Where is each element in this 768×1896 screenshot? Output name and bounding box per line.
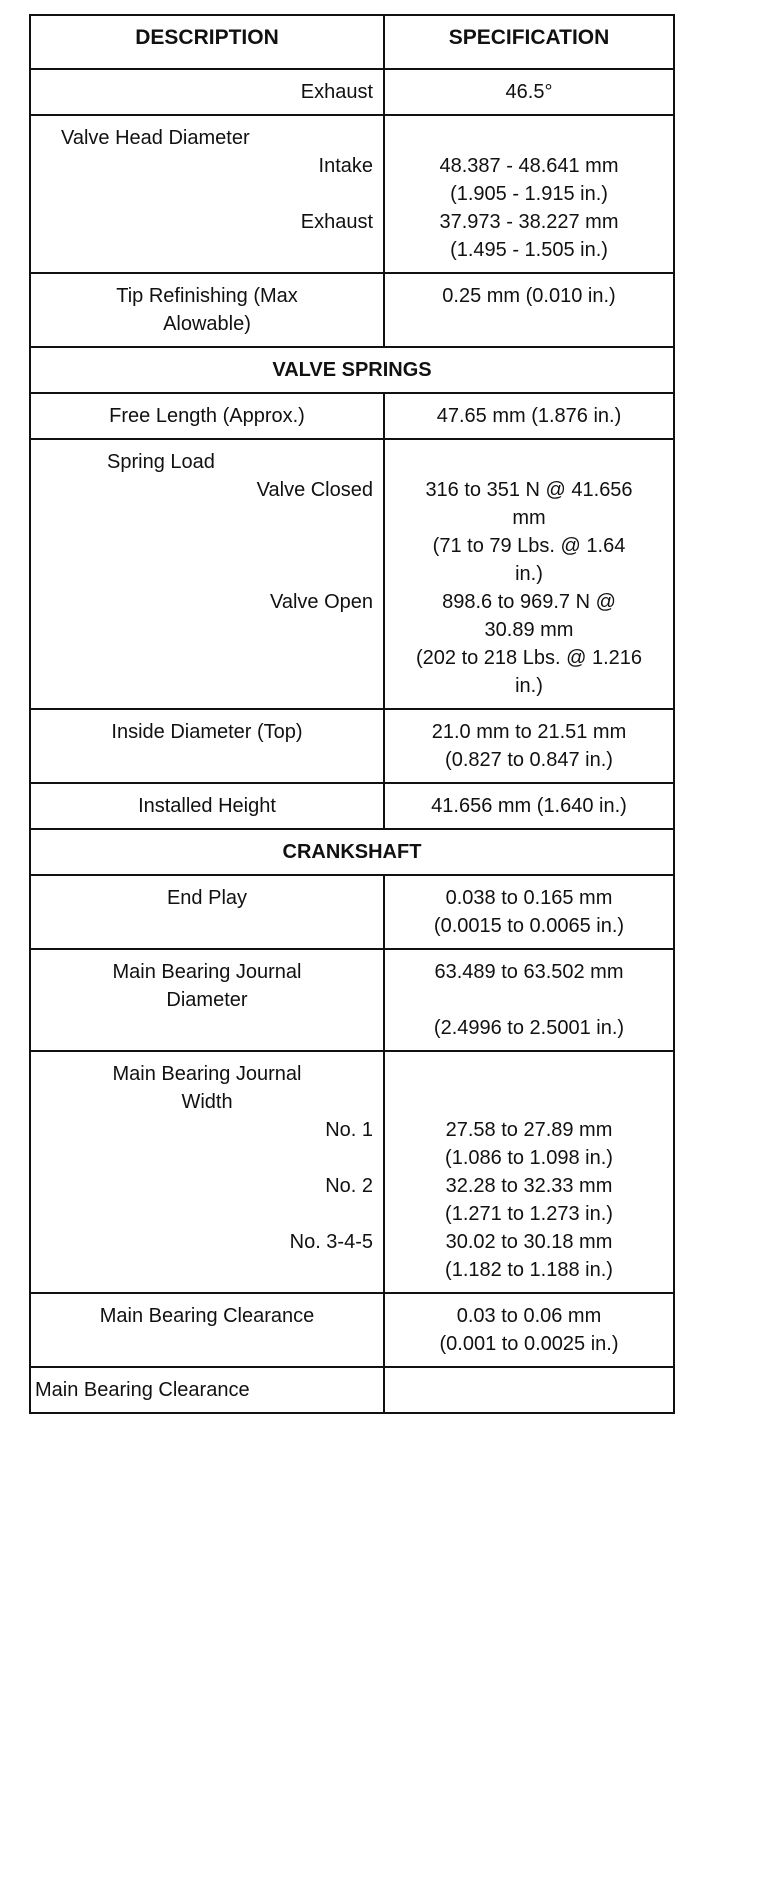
inside-diameter-in: (0.827 to 0.847 in.)	[445, 749, 613, 771]
specification-table	[29, 14, 675, 1414]
journal-diameter-label-line1: Main Bearing Journal	[112, 961, 302, 983]
free-length-value: 47.65 mm (1.876 in.)	[384, 393, 674, 439]
table-row	[30, 1367, 674, 1413]
table-row	[30, 69, 674, 115]
exhaust-angle-label: Exhaust	[30, 69, 384, 115]
valve-head-spec	[384, 115, 674, 273]
installed-height-label: Installed Height	[30, 783, 384, 829]
end-play-in: (0.0015 to 0.0065 in.)	[433, 915, 625, 937]
end-play-mm: 0.038 to 0.165 mm	[445, 887, 613, 909]
spring-load-description	[30, 439, 384, 709]
inside-diameter-spec	[384, 709, 674, 783]
journal-diameter-label	[30, 949, 384, 1051]
open-lb-line1: (202 to 218 Lbs. @ 1.216	[415, 647, 642, 669]
intake-label: Intake	[318, 155, 373, 177]
closed-n-line1: 316 to 351 N @ 41.656	[425, 479, 633, 501]
valve-closed-label: Valve Closed	[256, 479, 373, 501]
no2-label: No. 2	[325, 1175, 373, 1197]
open-n-line2: 30.89 mm	[484, 619, 574, 641]
closed-lb-line2: in.)	[515, 563, 543, 585]
spring-load-spec	[384, 439, 674, 709]
no345-in: (1.182 to 1.188 in.)	[445, 1259, 613, 1281]
valve-head-description	[30, 115, 384, 273]
journal-width-description	[30, 1051, 384, 1293]
exhaust-in: (1.495 - 1.505 in.)	[450, 239, 608, 261]
journal-width-label-line2: Width	[181, 1091, 233, 1113]
intake-mm: 48.387 - 48.641 mm	[439, 155, 619, 177]
bearing-clearance-2-value	[384, 1367, 674, 1413]
tip-refinishing-label-line2: Alowable)	[163, 313, 251, 335]
no345-mm: 30.02 to 30.18 mm	[445, 1231, 613, 1253]
open-n-line1: 898.6 to 969.7 N @	[442, 591, 616, 613]
journal-diameter-label-line2: Diameter	[166, 989, 248, 1011]
journal-width-label-line1: Main Bearing Journal	[112, 1063, 302, 1085]
valve-open-label: Valve Open	[269, 591, 373, 613]
closed-lb-line1: (71 to 79 Lbs. @ 1.64	[432, 535, 626, 557]
section-row	[30, 829, 674, 875]
end-play-label: End Play	[30, 875, 384, 949]
no345-label: No. 3-4-5	[289, 1231, 373, 1253]
crankshaft-header: CRANKSHAFT	[30, 829, 674, 875]
no2-mm: 32.28 to 32.33 mm	[445, 1175, 613, 1197]
table-row	[30, 393, 674, 439]
valve-head-title: Valve Head Diameter	[61, 127, 250, 149]
journal-diameter-mm: 63.489 to 63.502 mm	[434, 961, 624, 983]
header-description: DESCRIPTION	[30, 15, 384, 69]
open-lb-line2: in.)	[515, 675, 543, 697]
no1-label: No. 1	[325, 1119, 373, 1141]
exhaust-mm: 37.973 - 38.227 mm	[439, 211, 619, 233]
table-row	[30, 949, 674, 1051]
section-row	[30, 347, 674, 393]
no1-mm: 27.58 to 27.89 mm	[445, 1119, 613, 1141]
bearing-clearance-spec	[384, 1293, 674, 1367]
table-row	[30, 875, 674, 949]
tip-refinishing-label	[30, 273, 384, 347]
installed-height-value: 41.656 mm (1.640 in.)	[384, 783, 674, 829]
table-row	[30, 783, 674, 829]
bearing-clearance-in: (0.001 to 0.0025 in.)	[439, 1333, 619, 1355]
table-row	[30, 709, 674, 783]
valve-springs-header: VALVE SPRINGS	[30, 347, 674, 393]
journal-diameter-in: (2.4996 to 2.5001 in.)	[433, 1017, 625, 1039]
exhaust-angle-value: 46.5°	[384, 69, 674, 115]
header-specification: SPECIFICATION	[384, 15, 674, 69]
no1-in: (1.086 to 1.098 in.)	[445, 1147, 613, 1169]
journal-diameter-spec	[384, 949, 674, 1051]
exhaust-label: Exhaust	[300, 211, 373, 233]
table-row	[30, 1293, 674, 1367]
table-row	[30, 1051, 674, 1293]
inside-diameter-label: Inside Diameter (Top)	[30, 709, 384, 783]
free-length-label: Free Length (Approx.)	[30, 393, 384, 439]
inside-diameter-mm: 21.0 mm to 21.51 mm	[431, 721, 627, 743]
table-row	[30, 115, 674, 273]
tip-refinishing-label-line1: Tip Refinishing (Max	[116, 285, 298, 307]
journal-width-spec	[384, 1051, 674, 1293]
table-row	[30, 439, 674, 709]
closed-n-line2: mm	[512, 507, 546, 529]
bearing-clearance-2-label: Main Bearing Clearance	[30, 1367, 384, 1413]
end-play-spec	[384, 875, 674, 949]
no2-in: (1.271 to 1.273 in.)	[445, 1203, 613, 1225]
intake-in: (1.905 - 1.915 in.)	[450, 183, 608, 205]
bearing-clearance-label: Main Bearing Clearance	[30, 1293, 384, 1367]
table-row	[30, 273, 674, 347]
bearing-clearance-mm: 0.03 to 0.06 mm	[456, 1305, 602, 1327]
spring-load-title: Spring Load	[107, 451, 215, 473]
header-row	[30, 15, 674, 69]
tip-refinishing-value: 0.25 mm (0.010 in.)	[384, 273, 674, 347]
